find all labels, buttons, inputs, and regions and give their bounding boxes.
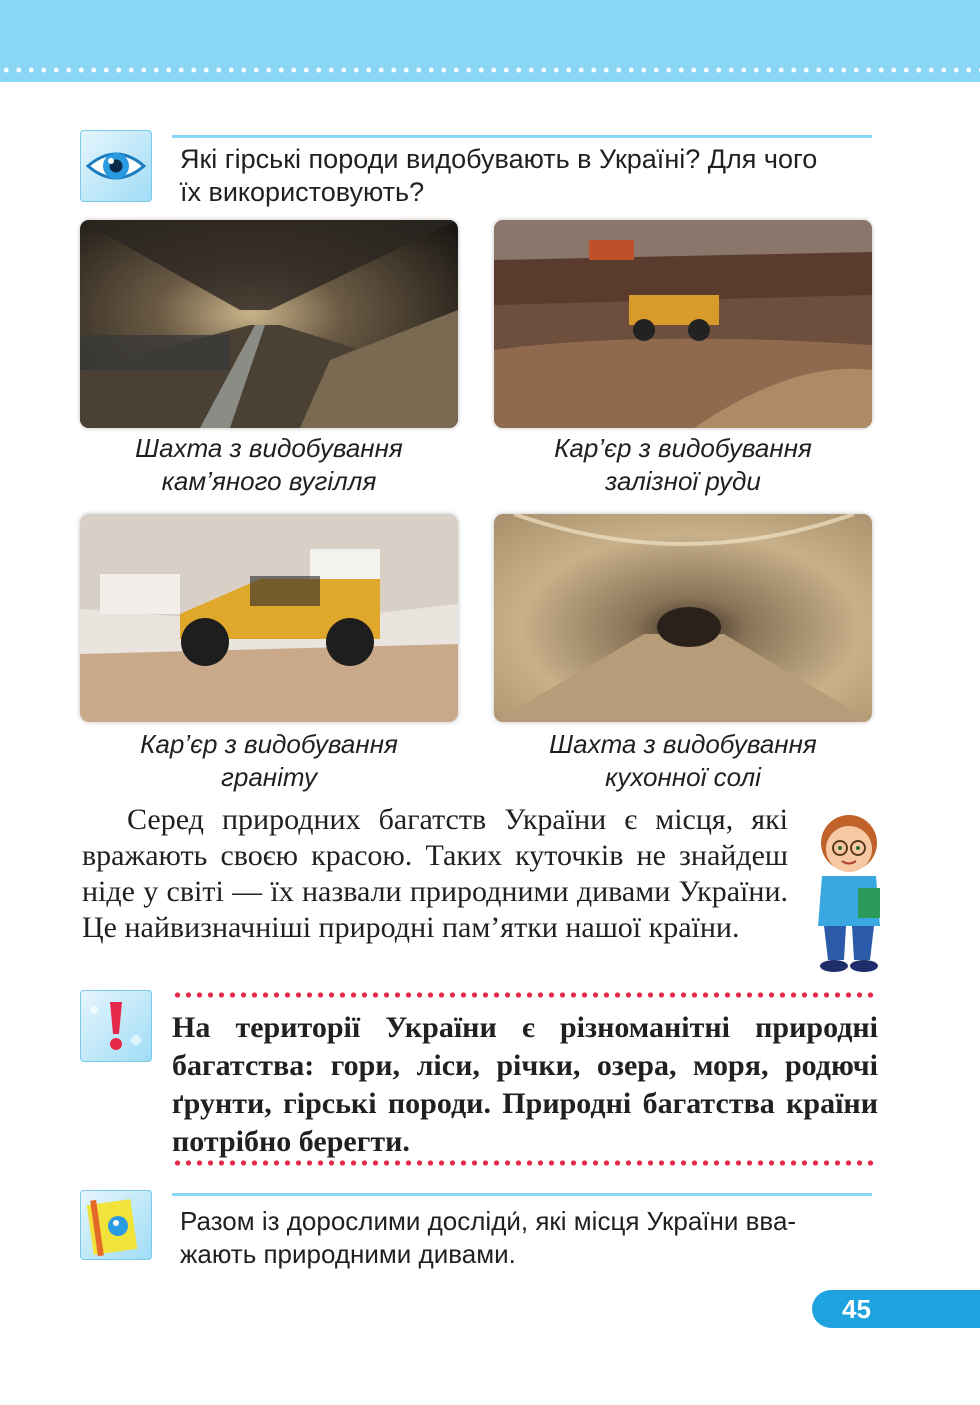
eye-icon [80,130,152,202]
caption-coal-mine [80,432,458,498]
research-book-icon [80,1190,152,1260]
caption-line: кухонної солі [605,762,761,792]
rule-dots-bottom [172,1160,878,1166]
caption-line: Шахта з видобування [135,433,403,463]
caption-iron-ore-quarry [494,432,872,498]
task-line: Разом із дорослими досліди́, які місця України вва- [180,1206,797,1236]
caption-line: Кар’єр з видобування [554,433,812,463]
header-dots [0,67,980,73]
question-line: їх використовують? [180,177,425,207]
rule-text: На території України є різноманітні природні багатства: гори, ліси, річки, озера, моря, родючі ґрунти, гірські породи. Природні багатства країни потрібно берегти. [172,1011,878,1158]
caption-granite-quarry [80,728,458,794]
exclamation-icon [80,990,152,1062]
caption-line: кам’яного вугілля [161,466,377,496]
caption-salt-mine [494,728,872,794]
photo-coal-mine [80,220,458,428]
question-text [180,143,880,209]
page-number: 45 [842,1294,871,1324]
task-text [180,1205,870,1271]
boy-character-icon [808,808,890,976]
body-paragraph: Серед природних багатств України є місця, які вражають своєю красою. Таких куточків не знайдеш ніде у світі — їх назвали природними дивами України. Це найвизначніші природні пам’ятки нашої країни. [82,803,788,944]
header-band [0,0,980,82]
caption-line: Кар’єр з видобування [140,729,398,759]
question-rule [172,135,872,138]
question-line: Які гірські породи видобувають в Україні? Для чого [180,144,818,174]
page-number-tab [812,1290,980,1328]
task-rule [172,1193,872,1196]
caption-line: залізної руди [605,466,761,496]
caption-line: Шахта з видобування [549,729,817,759]
caption-line: граніту [221,762,317,792]
rule-dots-top [172,992,878,998]
task-line: жають природними дивами. [180,1239,516,1269]
photo-granite-quarry [80,514,458,722]
photo-salt-mine [494,514,872,722]
photo-iron-ore-quarry [494,220,872,428]
